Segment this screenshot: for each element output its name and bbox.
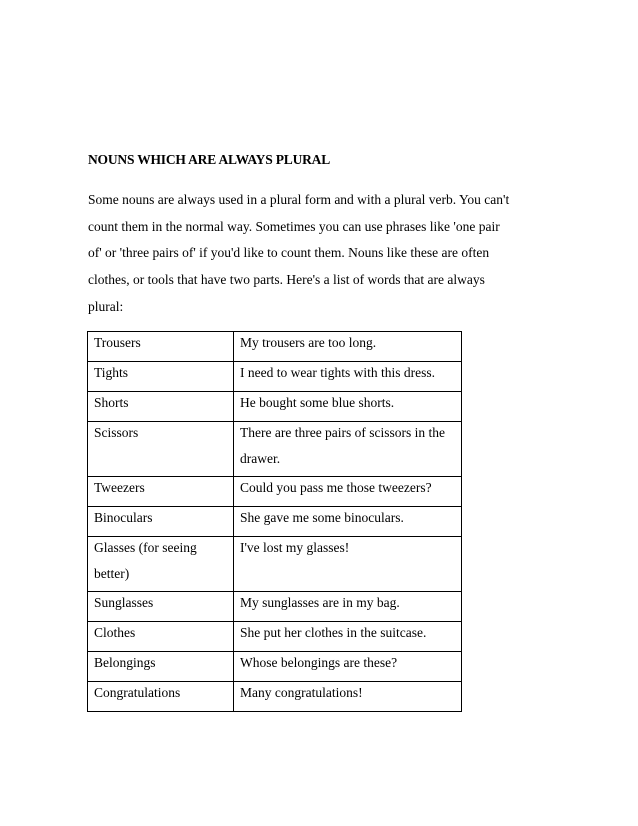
- example-cell: My sunglasses are in my bag.: [234, 592, 462, 622]
- example-cell: He bought some blue shorts.: [234, 392, 462, 422]
- example-cell: Whose belongings are these?: [234, 652, 462, 682]
- table-row: [88, 622, 462, 652]
- noun-cell: Tweezers: [88, 477, 234, 507]
- example-cell: I need to wear tights with this dress.: [234, 362, 462, 392]
- table-row: [88, 537, 462, 592]
- page-title: NOUNS WHICH ARE ALWAYS PLURAL: [88, 152, 331, 167]
- plural-nouns-table: [87, 331, 462, 712]
- table-row: [88, 477, 462, 507]
- paragraph-line: count them in the normal way. Sometimes you can use phrases like 'one pair: [88, 218, 500, 234]
- table-row: [88, 592, 462, 622]
- noun-cell: Trousers: [88, 332, 234, 362]
- example-cell: My trousers are too long.: [234, 332, 462, 362]
- table-row: [88, 332, 462, 362]
- paragraph-line: Some nouns are always used in a plural form and with a plural verb. You can't: [88, 192, 510, 207]
- noun-cell: Tights: [88, 362, 234, 392]
- noun-cell: Binoculars: [88, 507, 234, 537]
- noun-cell: Glasses (for seeing better): [88, 537, 234, 592]
- table-row: [88, 682, 462, 712]
- example-cell: Many congratulations!: [234, 682, 462, 712]
- table-row: [88, 652, 462, 682]
- example-cell: She put her clothes in the suitcase.: [234, 622, 462, 652]
- intro-paragraph: [88, 187, 558, 321]
- noun-cell: Belongings: [88, 652, 234, 682]
- table-row: [88, 422, 462, 477]
- paragraph-line: clothes, or tools that have two parts. Here's a list of words that are always: [88, 272, 485, 288]
- example-cell: She gave me some binoculars.: [234, 507, 462, 537]
- example-cell: I've lost my glasses!: [234, 537, 462, 592]
- example-cell: Could you pass me those tweezers?: [234, 477, 462, 507]
- noun-cell: Clothes: [88, 622, 234, 652]
- noun-cell: Sunglasses: [88, 592, 234, 622]
- paragraph-line: plural:: [88, 298, 124, 314]
- paragraph-line: of' or 'three pairs of' if you'd like to count them. Nouns like these are often: [88, 245, 490, 261]
- noun-cell: Shorts: [88, 392, 234, 422]
- noun-cell: Congratulations: [88, 682, 234, 712]
- table-row: [88, 507, 462, 537]
- example-cell: There are three pairs of scissors in the drawer.: [234, 422, 462, 477]
- noun-cell: Scissors: [88, 422, 234, 477]
- table-row: [88, 362, 462, 392]
- table-row: [88, 392, 462, 422]
